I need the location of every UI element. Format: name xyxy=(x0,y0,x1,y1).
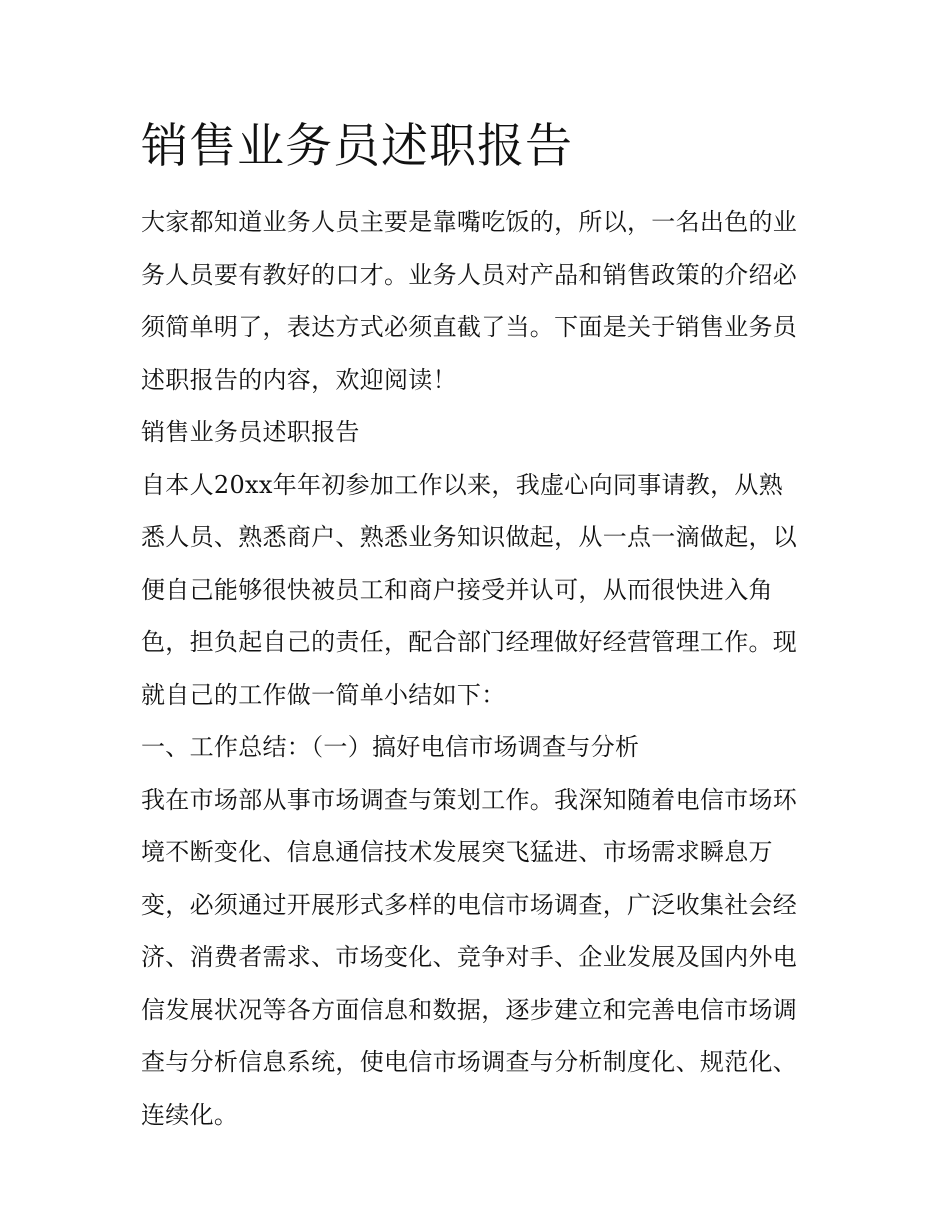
text-line: 销售业务员述职报告 xyxy=(141,418,360,446)
document-page xyxy=(141,112,821,1141)
text-line: 须简单明了，表达方式必须直截了当。下面是关于销售业务员 xyxy=(141,313,798,341)
text-line: 务人员要有教好的口才。业务人员对产品和销售政策的介绍必 xyxy=(141,260,798,289)
text-line: 我在市场部从事市场调查与策划工作。我深知随着电信市场环 xyxy=(141,785,798,814)
text-line: 悉人员、熟悉商户、熟悉业务知识做起，从一点一滴做起，以 xyxy=(141,523,798,551)
text-line: 查与分析信息系统，使电信市场调查与分析制度化、规范化、 xyxy=(141,1048,798,1076)
text-line: 连续化。 xyxy=(141,1100,239,1129)
section-heading xyxy=(141,721,821,774)
text-line: 一、工作总结：（一）搞好电信市场调查与分析 xyxy=(141,733,640,761)
text-line: 色，担负起自己的责任，配合部门经理做好经营管理工作。现 xyxy=(141,628,798,656)
body-paragraph xyxy=(141,774,821,1142)
body-paragraph xyxy=(141,459,821,722)
text-line: 变，必须通过开展形式多样的电信市场调查，广泛收集社会经 xyxy=(141,890,798,919)
document-title: 销售业务员述职报告 xyxy=(141,119,573,174)
text-line: 信发展状况等各方面信息和数据，逐步建立和完善电信市场调 xyxy=(141,995,798,1024)
subtitle-paragraph xyxy=(141,406,821,459)
text-line: 济、消费者需求、市场变化、竞争对手、企业发展及国内外电 xyxy=(141,943,798,971)
text-line: 境不断变化、信息通信技术发展突飞猛进、市场需求瞬息万 xyxy=(141,838,773,866)
text-line: 自本人20xx年年初参加工作以来，我虚心向同事请教，从熟 xyxy=(141,470,784,499)
text-line: 就自己的工作做一简单小结如下： xyxy=(141,680,506,709)
text-line: 述职报告的内容，欢迎阅读！ xyxy=(141,365,457,394)
intro-paragraph xyxy=(141,196,821,406)
text-line: 便自己能够很快被员工和商户接受并认可，从而很快进入角 xyxy=(141,575,773,604)
text-line: 大家都知道业务人员主要是靠嘴吃饭的，所以，一名出色的业 xyxy=(141,208,798,236)
